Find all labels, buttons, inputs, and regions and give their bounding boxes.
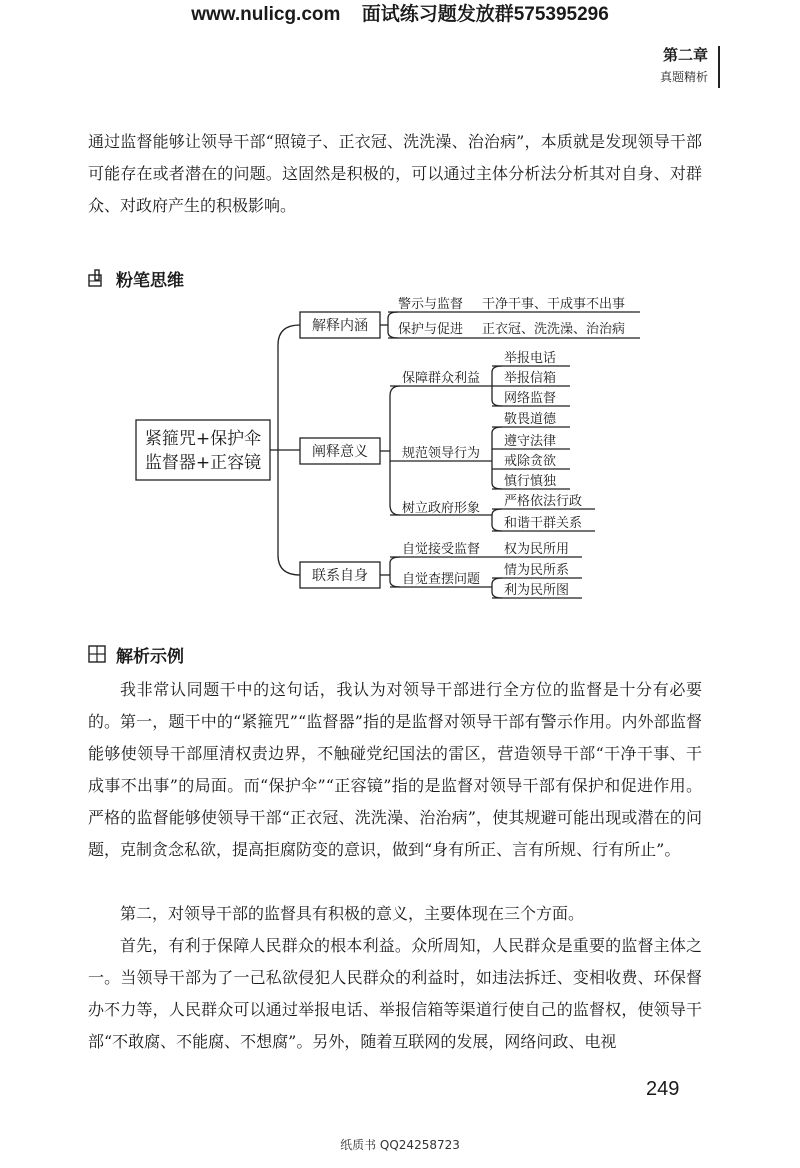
b2-sub-1: 保障群众利益 (402, 371, 481, 386)
b3-s1-leaf: 权为民所用 (504, 542, 570, 557)
root-line-2: 监督器+正容镜 (144, 453, 262, 473)
b1-value-1: 干净干事、干成事不出事 (482, 297, 626, 312)
section-title: 粉笔思维 (116, 270, 184, 291)
b2-s3-leaf-2: 和谐干群关系 (504, 516, 583, 531)
b2-s2-leaf-1: 敬畏道德 (504, 412, 557, 427)
b1-key-2: 保护与促进 (398, 322, 464, 337)
b3-s2-leaf-1: 情为民所系 (504, 563, 570, 578)
body-paragraph-4: 首先，有利于保障人民群众的根本利益。众所周知，人民群众是重要的监督主体之一。当领导干部为了一己私欲侵犯人民群众的利益时，如违法拆迁、变相收费、环保督办不力等，人民群众可以通过举报电话、举报信箱等渠道行使自己的监督权，使领导干部“不敢腐、不能腐、不想腐”。另外，随着互联网的发展，网络问政、电视 (88, 936, 702, 1051)
section-title: 解析示例 (116, 646, 184, 667)
branch-label-1: 解释内涵 (312, 318, 368, 334)
body-paragraph-2: 第一，题干中的“紧箍咒”“监督器”指的是监督对领导干部有警示作用。内外部监督能够使领导干部厘清权责边界，不触碰党纪国法的雷区，营造领导干部“干净干事、干成事不出事”的局面。而“保护伞”“正容镜”指的是监督对领导干部有保护和促进作用。严格的监督能够使领导干部“正衣冠、洗洗澡、治治病”，使其规避可能出现或潜在的问题，克制贪念私欲，提高拒腐防变的意识，做到“身有所正、言有所规、行有所止”。 (88, 712, 702, 859)
footer-note: 纸质书 QQ24258723 (340, 1138, 460, 1152)
b2-s3-leaf-1: 严格依法行政 (504, 494, 583, 509)
branch-label-3: 联系自身 (312, 568, 368, 584)
body-paragraph-1: 我非常认同题干中的这句话，我认为对领导干部进行全方位的监督是十分有必要的。 (88, 680, 702, 731)
b1-key-1: 警示与监督 (398, 297, 464, 312)
page-number: 249 (646, 1078, 680, 1100)
b3-sub-2: 自觉查摆问题 (402, 572, 481, 587)
b2-s1-leaf-3: 网络监督 (504, 391, 557, 406)
b2-s2-leaf-2: 遵守法律 (504, 434, 557, 449)
site-url: www.nulicg.com (191, 4, 341, 25)
intro-paragraph: 通过监督能够让领导干部“照镜子、正衣冠、洗洗澡、治治病”，本质就是发现领导干部可能存在或者潜在的问题。这固然是积极的，可以通过主体分析法分析其对自身、对群众、对政府产生的积极影响。 (88, 132, 702, 215)
b3-sub-1: 自觉接受监督 (402, 542, 481, 557)
b2-sub-3: 树立政府形象 (402, 501, 481, 516)
b2-sub-2: 规范领导行为 (402, 446, 481, 461)
b2-s2-leaf-4: 慎行慎独 (504, 474, 557, 489)
root-line-1: 紧箍咒+保护伞 (144, 429, 262, 449)
section-heading-analysis (88, 642, 184, 666)
body-paragraph-3: 第二，对领导干部的监督具有积极的意义，主要体现在三个方面。 (120, 904, 585, 923)
branch-label-2: 阐释意义 (312, 444, 368, 460)
chapter-subtitle: 真题精析 (659, 70, 708, 84)
grid-icon (88, 645, 106, 663)
group-note: 面试练习题发放群575395296 (361, 4, 609, 25)
b1-value-2: 正衣冠、洗洗澡、治治病 (482, 322, 626, 337)
b2-s2-leaf-3: 戒除贪欲 (504, 454, 557, 469)
b3-s2-leaf-2: 利为民所图 (504, 583, 570, 598)
b2-s1-leaf-1: 举报电话 (504, 351, 557, 366)
chapter-title: 第二章 (662, 46, 708, 64)
b2-s1-leaf-2: 举报信箱 (504, 371, 557, 386)
